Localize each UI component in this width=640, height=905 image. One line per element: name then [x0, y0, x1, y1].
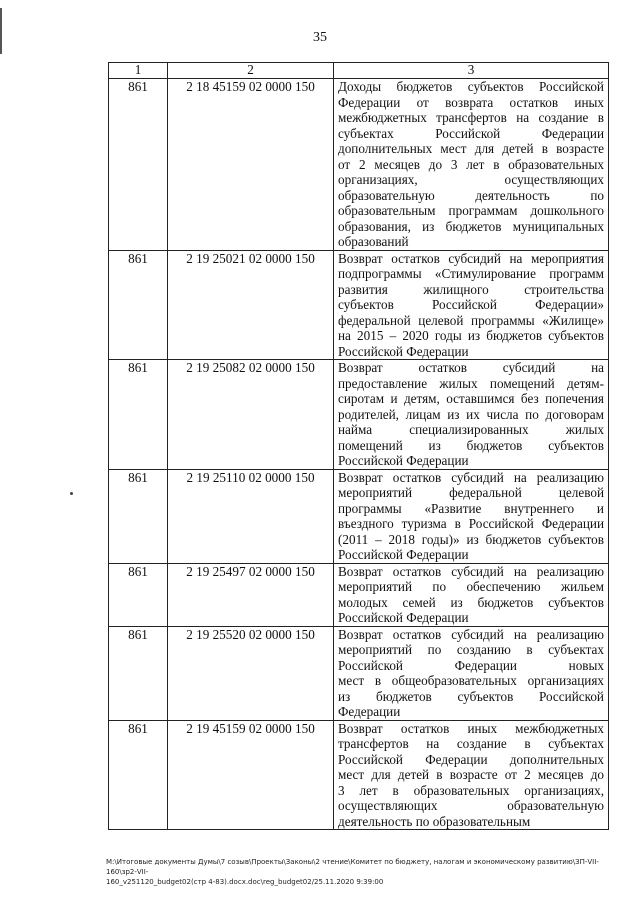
footer-line-2: 160_v251120_budget02(стр 4-83).docx.doc\reg_budget02/25.11.2020 9:39:00 [106, 878, 384, 886]
description-line: субъектах Российской Федерации [338, 125, 604, 141]
admin-code-cell: 861 [109, 79, 168, 251]
admin-code-cell: 861 [109, 563, 168, 626]
description-line: от 2 месяцев до 3 лет в образовательных [338, 156, 604, 172]
description-cell [334, 720, 609, 830]
table-header-row [109, 63, 609, 79]
admin-code-cell: 861 [109, 720, 168, 830]
document-footer-path [106, 857, 616, 887]
description-line: Российской Федерации дополнительных [338, 751, 604, 767]
table-row [109, 360, 609, 470]
header-col-2: 2 [168, 63, 334, 79]
admin-code-cell: 861 [109, 626, 168, 720]
description-line: программы «Развитие внутреннего и [338, 500, 604, 516]
description-line: Федерации от возврата остатков иных [338, 94, 604, 110]
description-line: межбюджетных трансфертов на создание в [338, 110, 604, 125]
header-col-3: 3 [334, 63, 609, 79]
table-row [109, 720, 609, 830]
description-line: Возврат остатков иных межбюджетных [338, 720, 604, 736]
description-line: Возврат остатков субсидий на реализацию [338, 563, 604, 579]
description-line: развития жилищного строительства [338, 281, 604, 297]
description-line: мероприятий по созданию в субъектах [338, 642, 604, 657]
table-row [109, 469, 609, 563]
scan-speck [70, 492, 73, 495]
description-line: осуществляющих образовательную [338, 798, 604, 813]
description-cell [334, 79, 609, 251]
description-line: въездного туризма в Российской Федерации [338, 516, 604, 531]
description-line: Возврат остатков субсидий на реализацию [338, 469, 604, 485]
description-line: на 2015 – 2020 годы из бюджетов субъектов [338, 328, 604, 343]
table-row [109, 250, 609, 360]
description-line: Российской Федерации [338, 453, 469, 468]
description-line: родителей, лицам из их числа по договорам [338, 406, 604, 422]
description-line: предоставление жилых помещений детям- [338, 375, 604, 391]
budget-code-cell: 2 19 25497 02 0000 150 [168, 563, 334, 626]
description-line: Возврат остатков субсидий на реализацию [338, 626, 604, 642]
description-cell [334, 250, 609, 360]
description-line: трансфертов на создание в субъектах [338, 736, 604, 751]
description-line: образовательным программам дошкольного [338, 203, 604, 218]
description-line: мест для детей в возрасте от 2 месяцев до [338, 767, 604, 782]
admin-code-cell: 861 [109, 360, 168, 470]
description-line: Возврат остатков субсидий на [338, 360, 604, 375]
description-line: Федерации [338, 704, 401, 719]
description-line: Российской Федерации новых [338, 657, 604, 673]
description-line: мероприятий по обеспечению жильем [338, 579, 604, 594]
description-line: образовательную деятельность по [338, 187, 604, 203]
description-line: молодых семей из бюджетов субъектов [338, 594, 604, 610]
budget-code-cell: 2 19 45159 02 0000 150 [168, 720, 334, 830]
description-line: Доходы бюджетов субъектов Российской [338, 79, 604, 94]
budget-code-cell: 2 19 25110 02 0000 150 [168, 469, 334, 563]
description-line: Российской Федерации [338, 343, 469, 359]
admin-code-cell: 861 [109, 469, 168, 563]
description-line: из бюджетов субъектов Российской [338, 688, 604, 704]
description-line: дополнительных мест для детей в возрасте [338, 141, 604, 156]
description-line: мест в общеобразовательных организациях [338, 673, 604, 688]
description-line: организациях, осуществляющих [338, 172, 604, 187]
description-line: подпрограммы «Стимулирование программ [338, 266, 604, 281]
footer-line-1: M:\Итоговые документы Думы\7 созыв\Проекты\Законы\2 чтение\Комитет по бюджету, налогам и экономическому развитию\ЗП-VII-160\зр2-VII- [106, 858, 599, 876]
table-row [109, 563, 609, 626]
description-line: федеральной целевой программы «Жилище» [338, 312, 604, 328]
description-cell [334, 360, 609, 470]
budget-code-cell: 2 19 25021 02 0000 150 [168, 250, 334, 360]
description-line: деятельность по образовательным [338, 813, 531, 829]
description-line: найма специализированных жилых [338, 422, 604, 437]
description-line: сиротам и детям, оставшимся без попечения [338, 391, 604, 406]
description-cell [334, 469, 609, 563]
header-col-1: 1 [109, 63, 168, 79]
table-row [109, 79, 609, 251]
description-cell [334, 626, 609, 720]
budget-code-cell: 2 18 45159 02 0000 150 [168, 79, 334, 251]
budget-code-cell: 2 19 25520 02 0000 150 [168, 626, 334, 720]
admin-code-cell: 861 [109, 250, 168, 360]
description-cell [334, 563, 609, 626]
description-line: (2011 – 2018 годы)» из бюджетов субъектов [338, 531, 604, 547]
description-line: Российской Федерации [338, 547, 469, 562]
description-line: Российской Федерации [338, 610, 469, 625]
description-line: образований [338, 234, 409, 249]
description-line: субъектов Российской Федерации» [338, 297, 604, 312]
page-number: 35 [313, 30, 327, 45]
description-line: 3 лет в образовательных организациях, [338, 782, 604, 798]
description-line: Возврат остатков субсидий на мероприятия [338, 250, 604, 266]
description-line: помещений из бюджетов субъектов [338, 437, 604, 453]
budget-code-cell: 2 19 25082 02 0000 150 [168, 360, 334, 470]
budget-code-table [108, 62, 609, 830]
table-row [109, 626, 609, 720]
description-line: образования, из бюджетов муниципальных [338, 218, 604, 234]
description-line: мероприятий федеральной целевой [338, 485, 604, 500]
